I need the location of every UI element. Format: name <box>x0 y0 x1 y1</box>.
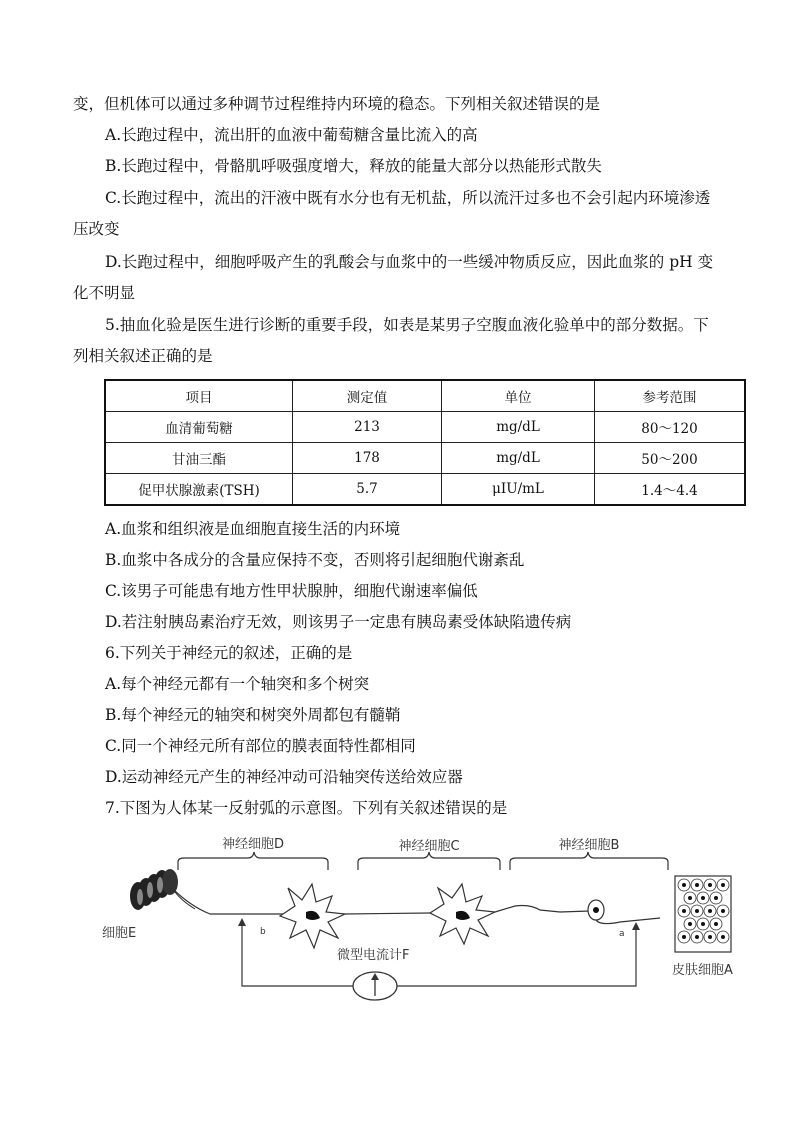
q4-option-a: A.长跑过程中，流出肝的血液中葡萄糖含量比流入的高 <box>105 126 478 144</box>
cell-item: 血清葡萄糖 <box>105 412 293 443</box>
q4-option-d: D.长跑过程中，细胞呼吸产生的乳酸会与血浆中的一些缓冲物质反应，因此血浆的 pH 变 <box>105 253 714 271</box>
q5-option-d: D.若注射胰岛素治疗无效，则该男子一定患有胰岛素受体缺陷遗传病 <box>105 613 572 631</box>
q5-option-c: C.该男子可能患有地方性甲状腺肿，细胞代谢速率偏低 <box>105 582 478 600</box>
q6-option-d: D.运动神经元产生的神经冲动可沿轴突传送给效应器 <box>105 768 463 786</box>
cell-value: 213 <box>293 412 442 443</box>
blood-test-table <box>104 379 746 506</box>
effector-coil-icon <box>130 869 178 910</box>
cell-unit: mg/dL <box>442 443 595 474</box>
q5-option-a: A.血浆和组织液是血细胞直接生活的内环境 <box>105 520 401 538</box>
cell-unit: μIU/mL <box>442 474 595 506</box>
table-row <box>105 474 745 506</box>
brace-neuron-b <box>510 852 668 870</box>
q6-option-c: C.同一个神经元所有部位的膜表面特性都相同 <box>105 737 416 755</box>
header-unit: 单位 <box>442 380 595 412</box>
q5-option-b: B.血浆中各成分的含量应保持不变，否则将引起细胞代谢紊乱 <box>105 551 525 569</box>
neuron-c-soma <box>430 884 495 944</box>
table-row <box>105 412 745 443</box>
label-point-b: b <box>260 927 266 937</box>
q4-option-d-cont: 化不明显 <box>73 284 136 302</box>
cell-value: 5.7 <box>293 474 442 506</box>
label-point-a: a <box>619 929 625 939</box>
label-neuron-c: 神经细胞C <box>398 839 460 854</box>
label-galvanometer: 微型电流计F <box>337 948 410 963</box>
cell-range: 80～120 <box>595 412 746 443</box>
q5-stem-line1: 5.抽血化验是医生进行诊断的重要手段，如表是某男子空腹血液化验单中的部分数据。下 <box>105 316 709 334</box>
neuron-b-soma <box>588 900 604 920</box>
neuron-d-soma <box>280 884 345 948</box>
cell-item: 促甲状腺激素(TSH) <box>105 474 293 506</box>
cell-range: 50～200 <box>595 443 746 474</box>
cell-item: 甘油三酯 <box>105 443 293 474</box>
cell-value: 178 <box>293 443 442 474</box>
q4-option-c: C.长跑过程中，流出的汗液中既有水分也有无机盐，所以流汗过多也不会引起内环境渗透 <box>105 189 711 207</box>
q6-stem: 6.下列关于神经元的叙述，正确的是 <box>105 644 353 662</box>
brace-neuron-c <box>358 852 500 870</box>
header-range: 参考范围 <box>595 380 746 412</box>
label-neuron-d: 神经细胞D <box>221 837 285 852</box>
galvanometer-icon <box>353 972 397 1000</box>
brace-neuron-d <box>178 852 328 870</box>
q5-stem-line2: 列相关叙述正确的是 <box>73 347 213 365</box>
label-skin-cell-a: 皮肤细胞A <box>672 963 733 978</box>
table-header-row <box>105 380 745 412</box>
cell-range: 1.4～4.4 <box>595 474 746 506</box>
q6-option-a: A.每个神经元都有一个轴突和多个树突 <box>105 675 370 693</box>
q4-intro-tail: 变，但机体可以通过多种调节过程维持内环境的稳态。下列相关叙述错误的是 <box>73 95 601 113</box>
q6-option-b: B.每个神经元的轴突和树突外周都包有髓鞘 <box>105 706 401 724</box>
label-cell-e: 细胞E <box>102 926 137 941</box>
q4-option-b: B.长跑过程中，骨骼肌呼吸强度增大，释放的能量大部分以热能形式散失 <box>105 157 602 175</box>
cell-unit: mg/dL <box>442 412 595 443</box>
motor-axon <box>172 888 285 914</box>
reflex-arc-diagram <box>100 826 750 1006</box>
label-neuron-b: 神经细胞B <box>558 838 620 853</box>
q4-option-c-cont: 压改变 <box>73 220 120 238</box>
skin-cells-icon <box>675 876 731 952</box>
header-value: 测定值 <box>293 380 442 412</box>
table-row <box>105 443 745 474</box>
header-item: 项目 <box>105 380 293 412</box>
q7-stem: 7.下图为人体某一反射弧的示意图。下列有关叙述错误的是 <box>105 799 508 817</box>
